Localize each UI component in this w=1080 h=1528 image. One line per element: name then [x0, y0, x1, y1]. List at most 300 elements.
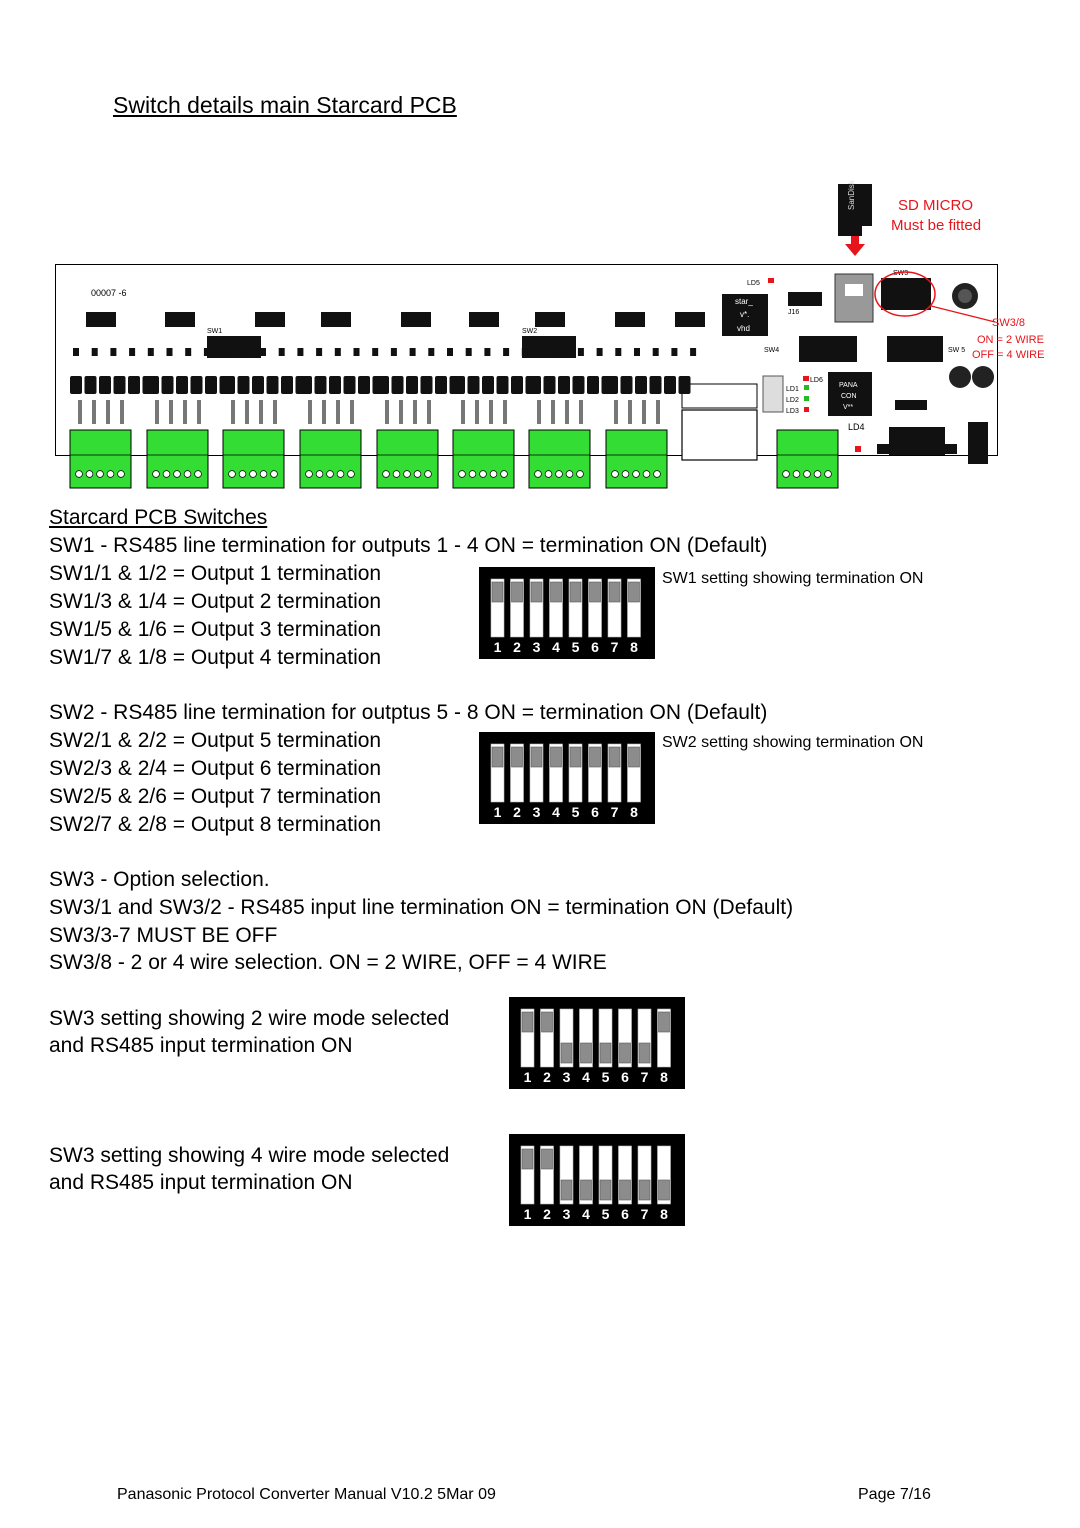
pcb-dip: [522, 336, 576, 358]
terminal-screw: [393, 471, 400, 478]
pcb-resistor: [350, 400, 354, 424]
sw5-pcb: [887, 336, 943, 362]
dip-number: 7: [640, 1069, 649, 1085]
pcb-resistor: [169, 400, 173, 424]
terminal-connector: [377, 430, 438, 488]
dip-number: 5: [571, 639, 580, 655]
pcb-resistor: [614, 400, 618, 424]
pcb-driver: [300, 376, 312, 394]
terminal-connector: [223, 430, 284, 488]
sw1-line-3: SW1/5 & 1/6 = Output 3 termination: [49, 618, 382, 641]
terminal-screw: [348, 471, 355, 478]
terminal-screw: [174, 471, 181, 478]
pcb-driver: [544, 376, 556, 394]
pcb-resistor: [78, 400, 82, 424]
terminal-screw: [469, 471, 476, 478]
j16-label: J16: [788, 309, 800, 316]
terminal-screw: [556, 471, 563, 478]
dip-number: 7: [640, 1206, 649, 1222]
terminal-screw: [825, 471, 832, 478]
sw3-8-off: OFF = 4 WIRE: [972, 349, 1045, 361]
sw1-line-2: SW1/3 & 1/4 = Output 2 termination: [49, 590, 382, 613]
ld3-led: [804, 407, 809, 412]
dip-number: 8: [630, 639, 638, 655]
dip-number: 5: [571, 804, 580, 820]
pcb-smd: [372, 348, 378, 356]
dip-number: 3: [532, 639, 541, 655]
terminal-screw: [195, 471, 202, 478]
pcb-driver: [267, 376, 279, 394]
pcb-components: [55, 264, 1080, 494]
pcb-resistor: [273, 400, 277, 424]
terminal-screw: [814, 471, 821, 478]
dip-number: 1: [523, 1206, 532, 1222]
pcb-driver: [176, 376, 188, 394]
dip-number: 8: [660, 1069, 668, 1085]
pcb-driver: [497, 376, 509, 394]
dip-knob-on: [542, 1149, 553, 1169]
pcb-driver: [650, 376, 662, 394]
dip-number: 3: [562, 1069, 571, 1085]
pcb-driver: [99, 376, 111, 394]
board-id: 00007 -6: [91, 288, 127, 298]
pcb-resistor: [565, 400, 569, 424]
dip-number: 6: [591, 639, 599, 655]
terminal-screw: [490, 471, 497, 478]
ld2-label: LD2: [786, 397, 799, 404]
pcb-smd: [541, 348, 547, 356]
dip-knob-off: [600, 1043, 611, 1063]
pcb-smd: [522, 348, 528, 356]
sw1-line-4: SW1/7 & 1/8 = Output 4 termination: [49, 646, 382, 669]
terminal-screw: [383, 471, 390, 478]
pcb-driver: [191, 376, 203, 394]
terminal-screw: [783, 471, 790, 478]
pcb-driver: [238, 376, 250, 394]
dip-number: 3: [562, 1206, 571, 1222]
sd-socket: [835, 274, 873, 322]
pcb-smd: [615, 348, 621, 356]
pcb-driver: [511, 376, 523, 394]
sd-label: SD MICRO: [898, 197, 973, 214]
pcb-ic: [86, 312, 116, 327]
dip-knob-off: [620, 1043, 631, 1063]
dip-number: 4: [552, 639, 560, 655]
pcb-smd: [279, 348, 285, 356]
dip-number: 4: [582, 1206, 590, 1222]
ld5-led: [768, 278, 774, 283]
ld5-label: LD5: [747, 280, 760, 287]
regulator: [763, 376, 783, 412]
dip-number: 7: [610, 804, 619, 820]
terminal-screw: [271, 471, 278, 478]
terminal-screw: [425, 471, 432, 478]
pcb-driver: [621, 376, 633, 394]
footer-title: Panasonic Protocol Converter Manual V10.2 5Mar 09: [117, 1486, 496, 1503]
pcb-resistor: [197, 400, 201, 424]
ld2-led: [804, 396, 809, 401]
dip-knob-off: [581, 1180, 592, 1200]
pcb-ic: [255, 312, 285, 327]
pcb-smd: [92, 348, 98, 356]
pcb-ic: [675, 312, 705, 327]
terminal-connector: [453, 430, 514, 488]
dip-knob-off: [659, 1180, 670, 1200]
pcb-smd: [597, 348, 603, 356]
pcb-resistor: [231, 400, 235, 424]
dip-knob-on: [590, 747, 601, 767]
terminal-screw: [239, 471, 246, 478]
pcb-resistor: [489, 400, 493, 424]
page-title: Switch details main Starcard PCB: [113, 92, 457, 118]
terminal-screw: [612, 471, 619, 478]
dip-knob-on: [609, 582, 620, 602]
pcb-smd: [410, 348, 416, 356]
dip-knob-off: [581, 1043, 592, 1063]
pcb-smd: [503, 348, 509, 356]
sw3-line-3: SW3/8 - 2 or 4 wire selection. ON = 2 WIRE, OFF = 4 WIRE: [49, 951, 607, 974]
ld6-led: [803, 376, 809, 381]
terminal-screw: [535, 471, 542, 478]
pcb-smd: [148, 348, 154, 356]
pcb-dip: [207, 336, 261, 358]
sw2-line-1: SW2/1 & 2/2 = Output 5 termination: [49, 729, 382, 752]
pcb-driver: [392, 376, 404, 394]
dip-number: 5: [601, 1069, 610, 1085]
pcb-ic: [469, 312, 499, 327]
pcb-driver: [606, 376, 618, 394]
pcb-driver: [70, 376, 82, 394]
terminal-screw: [501, 471, 508, 478]
pcb-smd: [185, 348, 191, 356]
pcb-resistor: [155, 400, 159, 424]
pcb-smd: [653, 348, 659, 356]
terminal-screw: [260, 471, 267, 478]
dip-number: 7: [610, 639, 619, 655]
pcb-driver: [635, 376, 647, 394]
sw2-dip-switch: [479, 732, 655, 824]
pcb-driver: [329, 376, 341, 394]
sw1-caption: SW1 setting showing termination ON: [662, 570, 924, 587]
sw1-description: SW1 - RS485 line termination for outputs 1 - 4 ON = termination ON (Default): [49, 534, 768, 557]
pcb-smd: [447, 348, 453, 356]
sw3-line-1: SW3/1 and SW3/2 - RS485 input line termination ON = termination ON (Default): [49, 896, 794, 919]
terminal-connector: [777, 430, 838, 488]
ld1-led: [804, 385, 809, 390]
ld6-label: LD6: [810, 377, 823, 384]
terminal-screw: [545, 471, 552, 478]
dip-number: 5: [601, 1206, 610, 1222]
pcb-smd: [73, 348, 79, 356]
pcb-driver: [679, 376, 691, 394]
capacitor-1: [949, 366, 971, 388]
terminal-connector: [70, 430, 131, 488]
dip-knob-on: [609, 747, 620, 767]
terminal-screw: [643, 471, 650, 478]
pcb-resistor: [537, 400, 541, 424]
terminal-screw: [153, 471, 160, 478]
pcb-smd: [241, 348, 247, 356]
dip-knob-on: [570, 582, 581, 602]
pcb-smd: [428, 348, 434, 356]
pana-chip-3: V**: [843, 404, 854, 411]
sw2-line-2: SW2/3 & 2/4 = Output 6 termination: [49, 757, 382, 780]
star-chip-label: star_: [735, 297, 753, 306]
dip-knob-on: [512, 582, 523, 602]
sw1-pcb-label: SW1: [207, 328, 223, 335]
power-jack: [968, 422, 988, 464]
pcb-resistor: [308, 400, 312, 424]
terminal-screw: [118, 471, 125, 478]
pcb-smd: [129, 348, 135, 356]
pcb-smd: [223, 348, 229, 356]
pcb-smd: [354, 348, 360, 356]
dip-knob-on: [512, 747, 523, 767]
pcb-resistor: [259, 400, 263, 424]
pcb-driver: [453, 376, 465, 394]
pcb-resistor: [92, 400, 96, 424]
pcb-driver: [281, 376, 293, 394]
sw3-heading: SW3 - Option selection.: [49, 868, 270, 891]
pcb-driver: [435, 376, 447, 394]
dip-knob-on: [659, 1012, 670, 1032]
pcb-smd: [316, 348, 322, 356]
pcb-resistor: [579, 400, 583, 424]
dip-knob-on: [551, 582, 562, 602]
ld1-label: LD1: [786, 386, 799, 393]
sw4-pcb-label: SW4: [764, 347, 780, 354]
terminal-screw: [804, 471, 811, 478]
pcb-driver: [406, 376, 418, 394]
pcb-ic: [535, 312, 565, 327]
dip-number: 6: [621, 1069, 629, 1085]
ld4-led: [855, 446, 861, 452]
sd-card-icon: [832, 180, 882, 260]
dip-knob-on: [590, 582, 601, 602]
dip-number: 8: [630, 804, 638, 820]
pcb-ic: [401, 312, 431, 327]
pcb-smd: [391, 348, 397, 356]
sw3-8-on: ON = 2 WIRE: [977, 334, 1044, 346]
pcb-driver: [147, 376, 159, 394]
pcb-ic: [321, 312, 351, 327]
dip-knob-off: [639, 1043, 650, 1063]
sw3-pcb: [881, 278, 931, 310]
star-chip-vhd: vhd: [737, 324, 750, 333]
pcb-smd: [690, 348, 696, 356]
capacitor-2: [972, 366, 994, 388]
sw1-dip-switch: [479, 567, 655, 659]
pcb-driver: [162, 376, 174, 394]
pcb-resistor: [385, 400, 389, 424]
pcb-driver: [223, 376, 235, 394]
terminal-screw: [97, 471, 104, 478]
ld4-label: LD4: [848, 422, 865, 432]
sw2-line-3: SW2/5 & 2/6 = Output 7 termination: [49, 785, 382, 808]
sw2-pcb-label: SW2: [522, 328, 538, 335]
pcb-smd: [466, 348, 472, 356]
sw3-line-2: SW3/3-7 MUST BE OFF: [49, 924, 278, 947]
dip-knob-on: [570, 747, 581, 767]
terminal-connector: [300, 430, 361, 488]
dip-knob-on: [522, 1012, 533, 1032]
dip-number: 4: [552, 804, 560, 820]
pcb-driver: [377, 376, 389, 394]
sw5-pcb-label: SW 5: [948, 347, 966, 354]
pcb-resistor: [399, 400, 403, 424]
dip-number: 3: [532, 804, 541, 820]
sw3-4wire-caption-2: and RS485 input termination ON: [49, 1171, 353, 1194]
dip-number: 2: [513, 804, 521, 820]
sw3-pcb-label: SW3: [893, 270, 909, 277]
pcb-driver: [468, 376, 480, 394]
sw2-line-4: SW2/7 & 2/8 = Output 8 termination: [49, 813, 382, 836]
terminal-screw: [306, 471, 313, 478]
sw4-pcb: [799, 336, 857, 362]
pcb-resistor: [322, 400, 326, 424]
pana-chip-1: PANA: [839, 382, 858, 389]
pcb-resistor: [628, 400, 632, 424]
pcb-resistor: [461, 400, 465, 424]
transformer-block: [682, 410, 757, 460]
pcb-resistor: [656, 400, 660, 424]
dip-knob-on: [629, 747, 640, 767]
terminal-screw: [633, 471, 640, 478]
sw3-2wire-dip-switch: [509, 997, 685, 1089]
pcb-resistor: [183, 400, 187, 424]
dip-number: 1: [493, 804, 502, 820]
pcb-driver: [85, 376, 97, 394]
dip-number: 8: [660, 1206, 668, 1222]
pcb-smd: [671, 348, 677, 356]
dip-knob-off: [600, 1180, 611, 1200]
terminal-connector: [606, 430, 667, 488]
pcb-resistor: [642, 400, 646, 424]
terminal-screw: [250, 471, 257, 478]
pcb-smd: [484, 348, 490, 356]
sw3-4wire-caption-1: SW3 setting showing 4 wire mode selected: [49, 1144, 450, 1167]
pcb-driver: [344, 376, 356, 394]
pcb-resistor: [336, 400, 340, 424]
terminal-screw: [622, 471, 629, 478]
pcb-smd: [634, 348, 640, 356]
terminal-screw: [459, 471, 466, 478]
pcb-driver: [573, 376, 585, 394]
pcb-resistor: [106, 400, 110, 424]
pcb-driver: [482, 376, 494, 394]
pcb-ic: [165, 312, 195, 327]
terminal-screw: [163, 471, 170, 478]
terminal-screw: [337, 471, 344, 478]
dip-knob-on: [492, 747, 503, 767]
pcb-driver: [205, 376, 217, 394]
dip-number: 6: [621, 1206, 629, 1222]
terminal-screw: [86, 471, 93, 478]
terminal-screw: [793, 471, 800, 478]
pana-chip-2: CON: [841, 393, 857, 400]
pcb-smd: [167, 348, 173, 356]
dip-number: 1: [493, 639, 502, 655]
pcb-ic: [615, 312, 645, 327]
dip-knob-off: [620, 1180, 631, 1200]
svg-text:SanDisk: SanDisk: [847, 180, 856, 210]
terminal-screw: [404, 471, 411, 478]
dip-knob-on: [492, 582, 503, 602]
dip-knob-on: [542, 1012, 553, 1032]
terminal-connector: [147, 430, 208, 488]
dip-number: 2: [513, 639, 521, 655]
ld3-label: LD3: [786, 408, 799, 415]
terminal-screw: [566, 471, 573, 478]
pcb-resistor: [551, 400, 555, 424]
dip-knob-on: [531, 747, 542, 767]
dip-knob-off: [639, 1180, 650, 1200]
dip-knob-on: [551, 747, 562, 767]
pcb-driver: [358, 376, 370, 394]
pcb-driver: [558, 376, 570, 394]
pcb-resistor: [120, 400, 124, 424]
pcb-smd: [110, 348, 116, 356]
dip-knob-off: [561, 1180, 572, 1200]
pcb-smd: [260, 348, 266, 356]
pcb-smd: [578, 348, 584, 356]
dip-number: 1: [523, 1069, 532, 1085]
terminal-screw: [107, 471, 114, 478]
sw3-2wire-caption-1: SW3 setting showing 2 wire mode selected: [49, 1007, 450, 1030]
dip-knob-on: [522, 1149, 533, 1169]
dip-number: 2: [543, 1069, 551, 1085]
pcb-resistor: [413, 400, 417, 424]
pcb-smd: [335, 348, 341, 356]
star-chip-v: v*.: [740, 310, 750, 319]
sw3-4wire-dip-switch: [509, 1134, 685, 1226]
pcb-driver: [664, 376, 676, 394]
pcb-driver: [114, 376, 126, 394]
sd-note: Must be fitted: [891, 217, 982, 234]
pcb-driver: [252, 376, 264, 394]
j16-header: [788, 292, 822, 306]
terminal-screw: [316, 471, 323, 478]
pcb-driver: [128, 376, 140, 394]
terminal-screw: [76, 471, 83, 478]
pcb-resistor: [503, 400, 507, 424]
terminal-connector: [529, 430, 590, 488]
pcb-smd: [204, 348, 210, 356]
pcb-driver: [421, 376, 433, 394]
sw2-caption: SW2 setting showing termination ON: [662, 734, 924, 751]
terminal-screw: [577, 471, 584, 478]
switches-heading: Starcard PCB Switches: [49, 506, 268, 529]
dip-number: 2: [543, 1206, 551, 1222]
terminal-screw: [414, 471, 421, 478]
terminal-screw: [480, 471, 487, 478]
dip-knob-on: [629, 582, 640, 602]
dip-knob-on: [531, 582, 542, 602]
terminal-screw: [229, 471, 236, 478]
sw1-line-1: SW1/1 & 1/2 = Output 1 termination: [49, 562, 382, 585]
dip-number: 4: [582, 1069, 590, 1085]
pcb-resistor: [245, 400, 249, 424]
pcb-resistor: [427, 400, 431, 424]
sw2-description: SW2 - RS485 line termination for outptus 5 - 8 ON = termination ON (Default): [49, 701, 768, 724]
footer-page: Page 7/16: [858, 1486, 931, 1503]
terminal-screw: [327, 471, 334, 478]
sw3-8-callout: SW3/8: [992, 317, 1026, 329]
pcb-driver: [529, 376, 541, 394]
terminal-screw: [654, 471, 661, 478]
pcb-smd: [297, 348, 303, 356]
dip-number: 6: [591, 804, 599, 820]
